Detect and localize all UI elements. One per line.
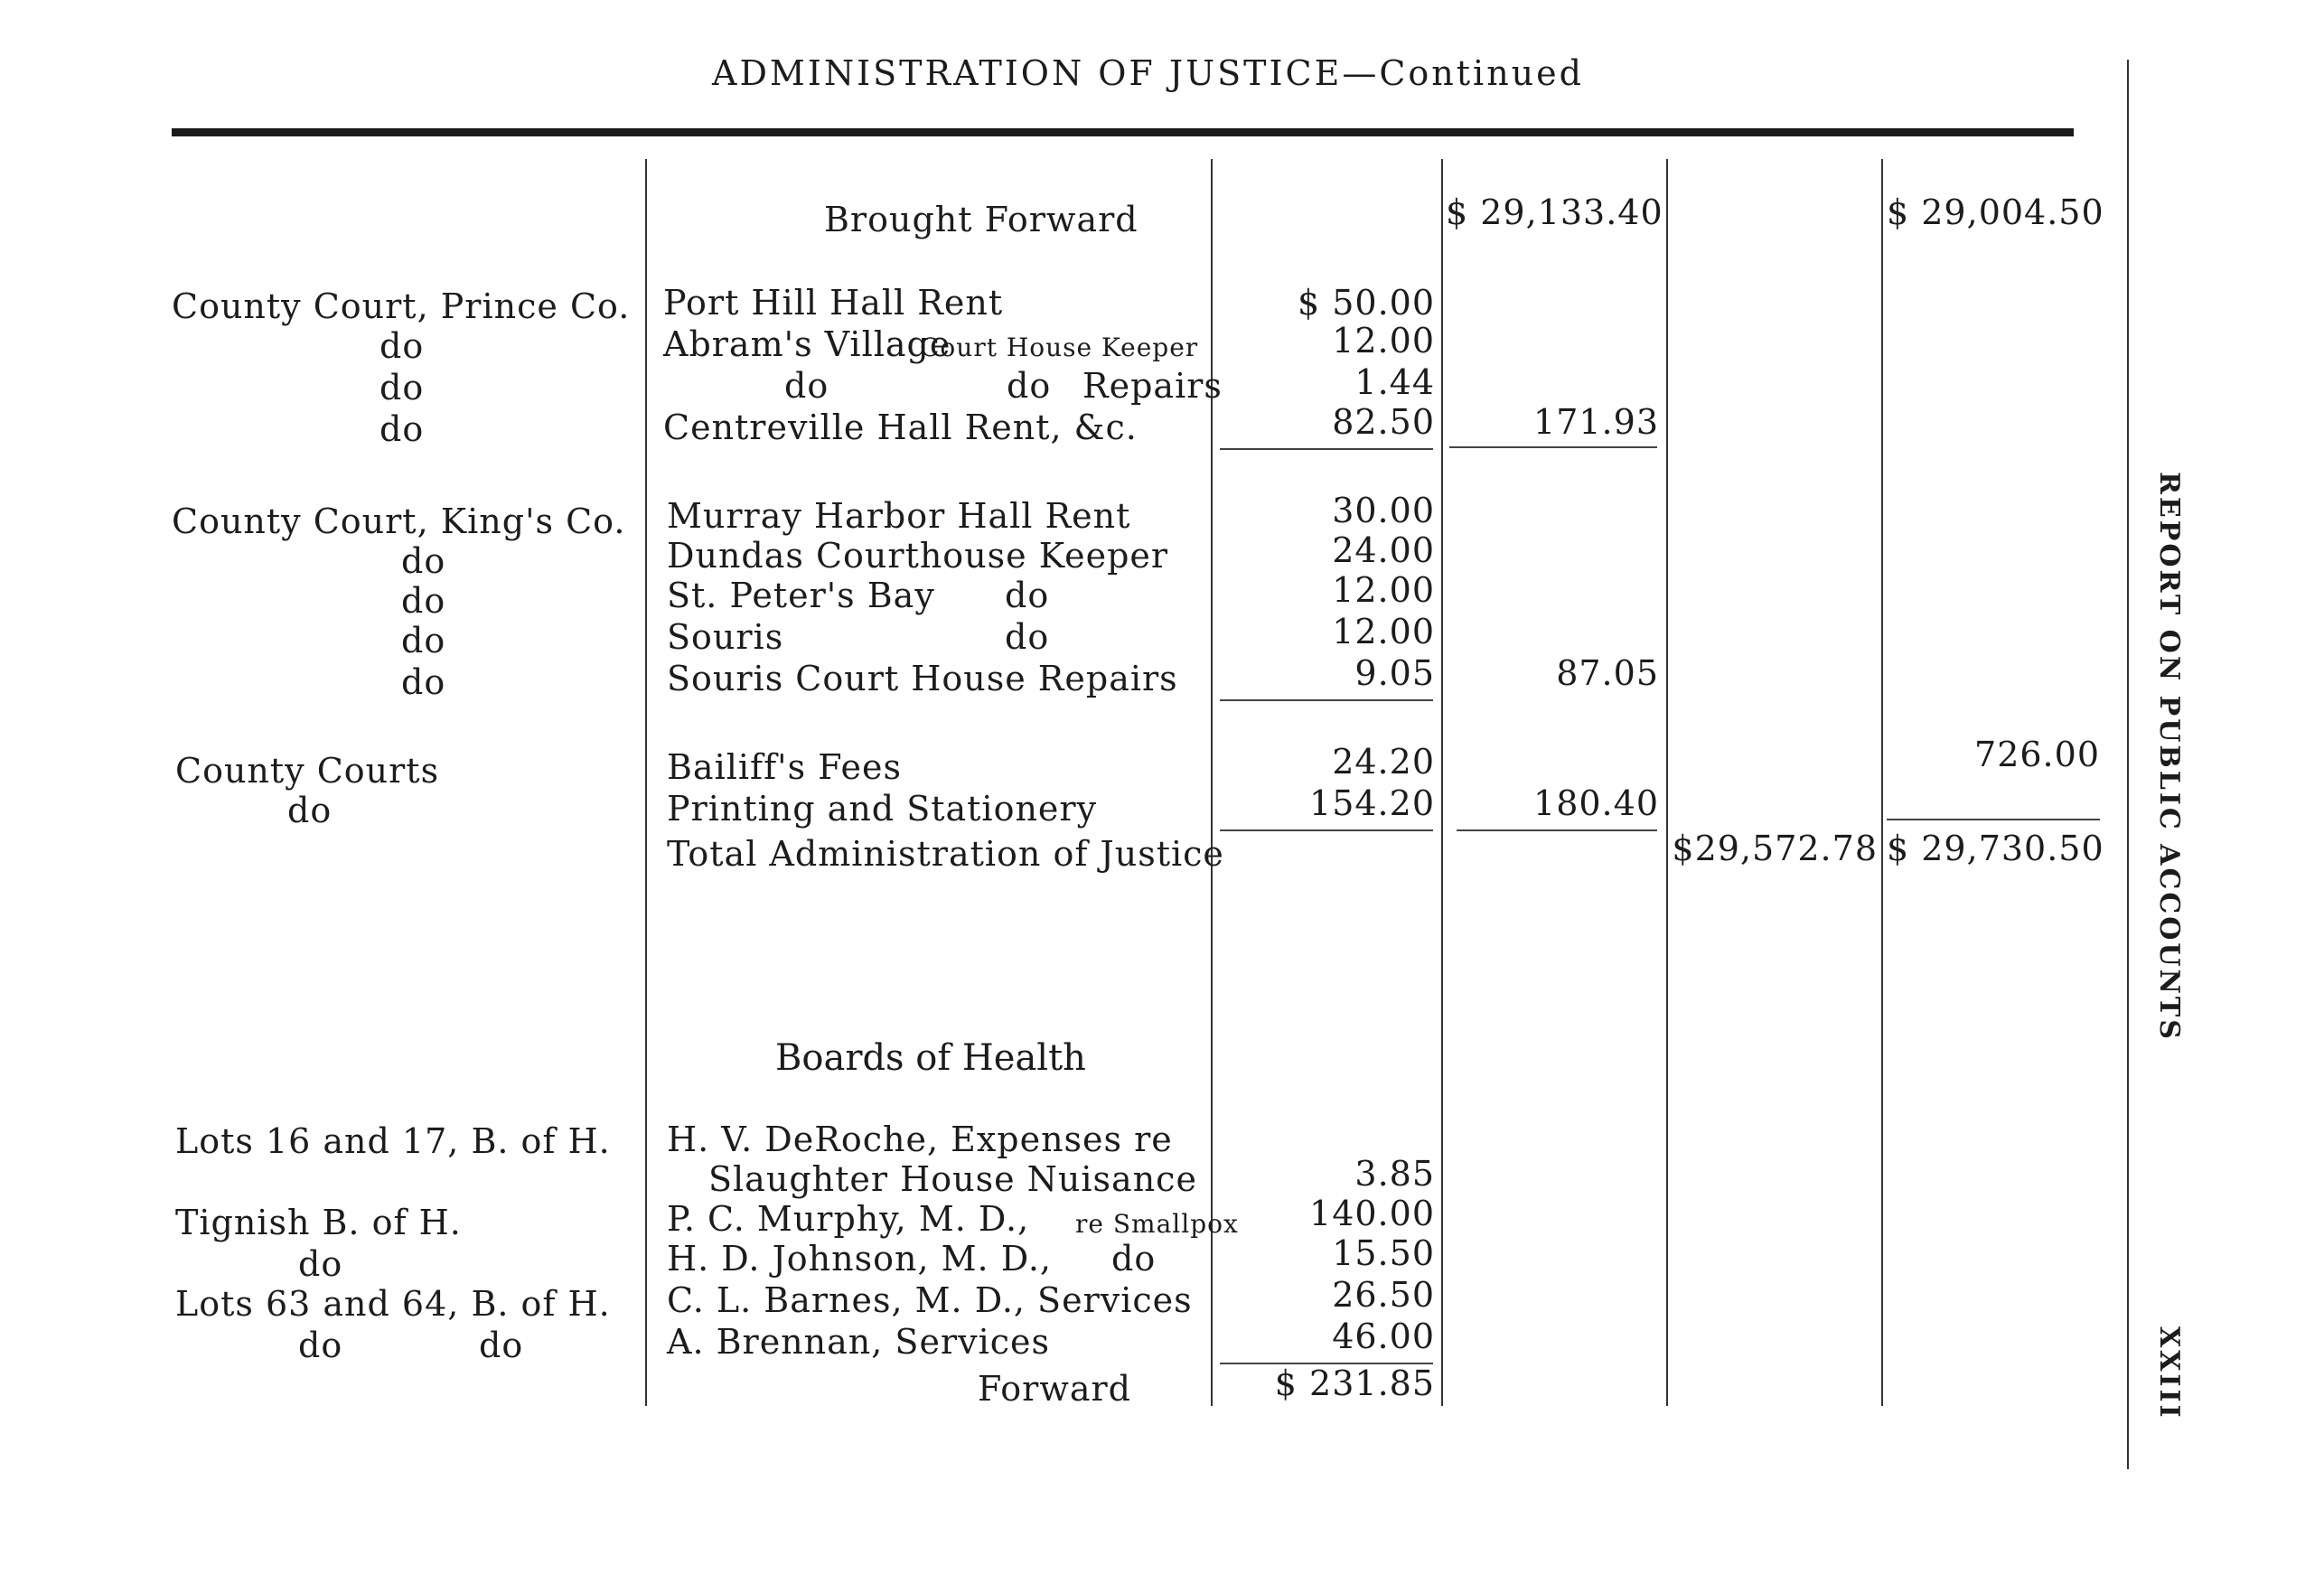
subtotal-rule bbox=[1220, 699, 1433, 701]
subtotal-value: 180.40 bbox=[1533, 783, 1659, 823]
board-name: Lots 63 and 64, B. of H. bbox=[175, 1284, 611, 1324]
court-name: do bbox=[401, 662, 446, 702]
brought-forward-col5: $ 29,004.50 bbox=[1887, 192, 2104, 232]
brought-forward-label: Brought Forward bbox=[824, 200, 1139, 239]
item-label: Centreville Hall Rent, &c. bbox=[663, 408, 1138, 447]
amount-value: 12.00 bbox=[1332, 570, 1435, 610]
court-name: do bbox=[380, 409, 425, 449]
item-label: C. L. Barnes, M. D., Services bbox=[667, 1280, 1193, 1320]
subtotal-rule bbox=[1457, 829, 1657, 831]
item-ditto: do bbox=[1005, 617, 1050, 657]
amount-value: 15.50 bbox=[1332, 1233, 1435, 1273]
item-label: P. C. Murphy, M. D., bbox=[667, 1199, 1030, 1239]
court-name: County Courts bbox=[175, 751, 440, 791]
total-col5-value: $ 29,730.50 bbox=[1887, 829, 2104, 868]
header-rule bbox=[172, 128, 2074, 136]
item-label-mid: do bbox=[1007, 366, 1052, 406]
amount-value: $ 50.00 bbox=[1297, 283, 1435, 323]
court-name: do bbox=[401, 541, 446, 581]
board-name: do bbox=[298, 1326, 343, 1365]
item-label: Printing and Stationery bbox=[667, 789, 1098, 829]
county-courts-col5-value: 726.00 bbox=[1974, 735, 2100, 774]
forward-amount: $ 231.85 bbox=[1274, 1363, 1435, 1403]
court-name: do bbox=[287, 791, 333, 830]
page-title: ADMINISTRATION OF JUSTICE—Continued bbox=[712, 53, 1584, 93]
margin-rule bbox=[2127, 60, 2129, 1469]
column-rule-1 bbox=[645, 159, 647, 1406]
item-label: Souris Court House Repairs bbox=[667, 659, 1178, 698]
item-label-end: Repairs bbox=[1082, 366, 1223, 406]
board-name: Lots 16 and 17, B. of H. bbox=[175, 1121, 611, 1161]
amount-value: 46.00 bbox=[1332, 1316, 1435, 1356]
court-name: do bbox=[380, 326, 425, 366]
item-label: Abram's Village bbox=[663, 324, 951, 364]
subtotal-rule bbox=[1220, 829, 1433, 831]
total-col4-value: $29,572.78 bbox=[1672, 829, 1878, 868]
amount-value: 154.20 bbox=[1309, 783, 1435, 823]
court-name: do bbox=[401, 621, 446, 661]
board-name: Tignish B. of H. bbox=[175, 1203, 462, 1242]
item-label: H. V. DeRoche, Expenses re bbox=[667, 1120, 1173, 1159]
subtotal-rule bbox=[1887, 819, 2100, 820]
column-rule-3 bbox=[1441, 159, 1443, 1406]
board-name: do bbox=[298, 1244, 343, 1284]
item-label: St. Peter's Bay bbox=[667, 576, 935, 615]
item-ditto: do bbox=[1111, 1239, 1157, 1279]
forward-label: Forward bbox=[978, 1369, 1132, 1409]
item-label: Murray Harbor Hall Rent bbox=[667, 496, 1131, 536]
amount-value: 12.00 bbox=[1332, 612, 1435, 651]
subtotal-rule bbox=[1449, 446, 1657, 448]
amount-value: 12.00 bbox=[1332, 321, 1435, 361]
side-report-title: REPORT ON PUBLIC ACCOUNTS bbox=[2153, 472, 2185, 1042]
subtotal-rule bbox=[1220, 448, 1433, 450]
item-label: Port Hill Hall Rent bbox=[663, 283, 1004, 323]
column-rule-5 bbox=[1881, 159, 1883, 1406]
column-rule-4 bbox=[1666, 159, 1668, 1406]
court-name: County Court, King's Co. bbox=[172, 501, 626, 541]
court-name: do bbox=[401, 581, 446, 621]
item-label: A. Brennan, Services bbox=[667, 1322, 1050, 1362]
amount-value: 1.44 bbox=[1354, 362, 1435, 402]
item-label: Dundas Courthouse Keeper bbox=[667, 536, 1169, 576]
amount-value: 140.00 bbox=[1309, 1194, 1435, 1233]
brought-forward-col3: $ 29,133.40 bbox=[1446, 192, 1663, 232]
court-name: County Court, Prince Co. bbox=[172, 286, 631, 326]
section-heading: Boards of Health bbox=[775, 1037, 1086, 1079]
item-ditto: do bbox=[1005, 576, 1050, 615]
amount-value: 9.05 bbox=[1354, 653, 1435, 693]
item-label-small: Court House Keeper bbox=[920, 333, 1199, 362]
amount-value: 3.85 bbox=[1354, 1154, 1435, 1194]
item-label-small: re Smallpox bbox=[1075, 1209, 1239, 1239]
item-label: H. D. Johnson, M. D., bbox=[667, 1239, 1052, 1279]
amount-value: 82.50 bbox=[1332, 402, 1435, 442]
amount-value: 24.00 bbox=[1332, 530, 1435, 570]
amount-value: 30.00 bbox=[1332, 491, 1435, 530]
item-label: do bbox=[784, 366, 829, 406]
total-label: Total Administration of Justice bbox=[667, 834, 1224, 874]
amount-value: 24.20 bbox=[1332, 742, 1435, 782]
amount-value: 26.50 bbox=[1332, 1275, 1435, 1315]
item-label: Souris bbox=[667, 617, 784, 657]
court-name: do bbox=[380, 368, 425, 408]
item-label-line2: Slaughter House Nuisance bbox=[708, 1159, 1197, 1199]
item-label: Bailiff's Fees bbox=[667, 747, 902, 787]
side-page-number: XXIII bbox=[2153, 1326, 2185, 1420]
subtotal-value: 171.93 bbox=[1533, 402, 1659, 442]
subtotal-value: 87.05 bbox=[1556, 653, 1659, 693]
board-ditto: do bbox=[479, 1326, 524, 1365]
